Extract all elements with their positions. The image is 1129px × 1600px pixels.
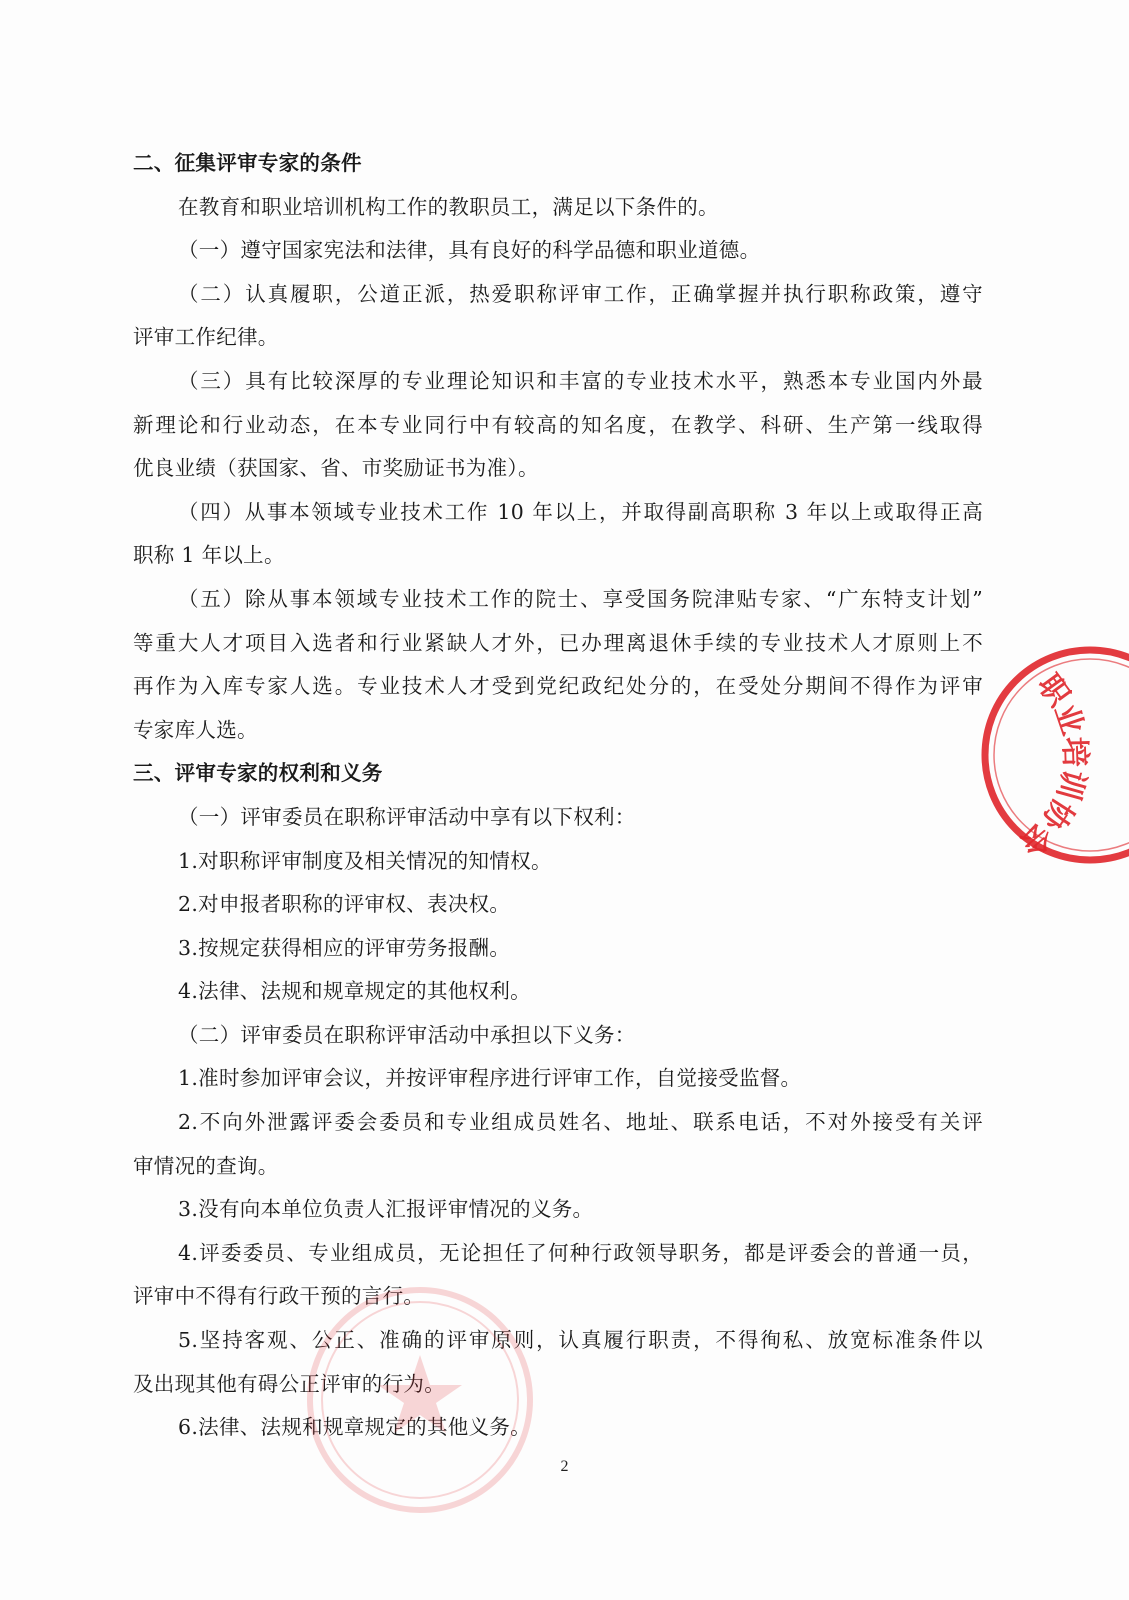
duty-item-1: 1.准时参加评审会议，并按评审程序进行评审工作，自觉接受监督。 (178, 1066, 802, 1091)
condition-5-line-3: 再作为入库专家人选。专业技术人才受到党纪政纪处分的，在受处分期间不得作为评审 (133, 674, 983, 699)
condition-4-line-2: 职称 1 年以上。 (133, 543, 285, 568)
condition-2-line-2: 评审工作纪律。 (133, 325, 279, 350)
right-item-2: 2.对申报者职称的评审权、表决权。 (178, 892, 511, 917)
rights-intro: （一）评审委员在职称评审活动中享有以下权利： (178, 804, 636, 829)
section-heading-rights-duties: 三、评审专家的权利和义务 (133, 761, 383, 786)
duty-item-4-line-2: 评审中不得有行政干预的言行。 (133, 1284, 425, 1309)
condition-5-line-1: （五）除从事本领域专业技术工作的院士、享受国务院津贴专家、“广东特支计划” (178, 586, 983, 611)
duties-intro: （二）评审委员在职称评审活动中承担以下义务： (178, 1022, 636, 1047)
document-body (133, 142, 983, 1450)
condition-2-line-1: （二）认真履职，公道正派，热爱职称评审工作，正确掌握并执行职称政策，遵守 (178, 281, 983, 306)
duty-item-5-line-2: 及出现其他有碍公正评审的行为。 (133, 1371, 445, 1396)
condition-1-line-1: （一）遵守国家宪法和法律，具有良好的科学品德和职业道德。 (178, 238, 761, 263)
duty-item-2-line-2: 审情况的查询。 (133, 1153, 279, 1178)
svg-text:职业培训协会 (1013, 668, 1093, 862)
duty-item-4-line-1: 4.评委委员、专业组成员，无论担任了何种行政领导职务，都是评委会的普通一员， (178, 1240, 983, 1265)
right-item-4: 4.法律、法规和规章规定的其他权利。 (178, 979, 531, 1004)
condition-3-line-3: 优良业绩（获国家、省、市奖励证书为准）。 (133, 456, 539, 481)
duty-item-3: 3.没有向本单位负责人汇报评审情况的义务。 (178, 1197, 594, 1222)
section-heading-conditions: 二、征集评审专家的条件 (133, 151, 362, 175)
right-item-1: 1.对职称评审制度及相关情况的知情权。 (178, 848, 552, 873)
page-number: 2 (560, 1458, 569, 1475)
condition-5-line-2: 等重大人才项目入选者和行业紧缺人才外，已办理离退休手续的专业技术人才原则上不 (133, 630, 983, 655)
condition-4-line-1: （四）从事本领域专业技术工作 10 年以上，并取得副高职称 3 年以上或取得正高 (178, 499, 983, 524)
condition-3-line-2: 新理论和行业动态，在本专业同行中有较高的知名度，在教学、科研、生产第一线取得 (133, 412, 983, 437)
right-item-3: 3.按规定获得相应的评审劳务报酬。 (178, 935, 511, 960)
duty-item-2-line-1: 2.不向外泄露评委会委员和专业组成员姓名、地址、联系电话，不对外接受有关评 (178, 1110, 983, 1135)
duty-item-6: 6.法律、法规和规章规定的其他义务。 (178, 1415, 531, 1440)
duty-item-5-line-1: 5.坚持客观、公正、准确的评审原则，认真履行职责，不得徇私、放宽标准条件以 (178, 1328, 983, 1353)
condition-5-line-4: 专家库人选。 (133, 717, 258, 742)
seal-text: 职业培训协会 (1012, 668, 1093, 862)
condition-3-line-1: （三）具有比较深厚的专业理论知识和丰富的专业技术水平，熟悉本专业国内外最 (178, 368, 983, 393)
paragraph-intro: 在教育和职业培训机构工作的教职员工，满足以下条件的。 (178, 194, 719, 219)
